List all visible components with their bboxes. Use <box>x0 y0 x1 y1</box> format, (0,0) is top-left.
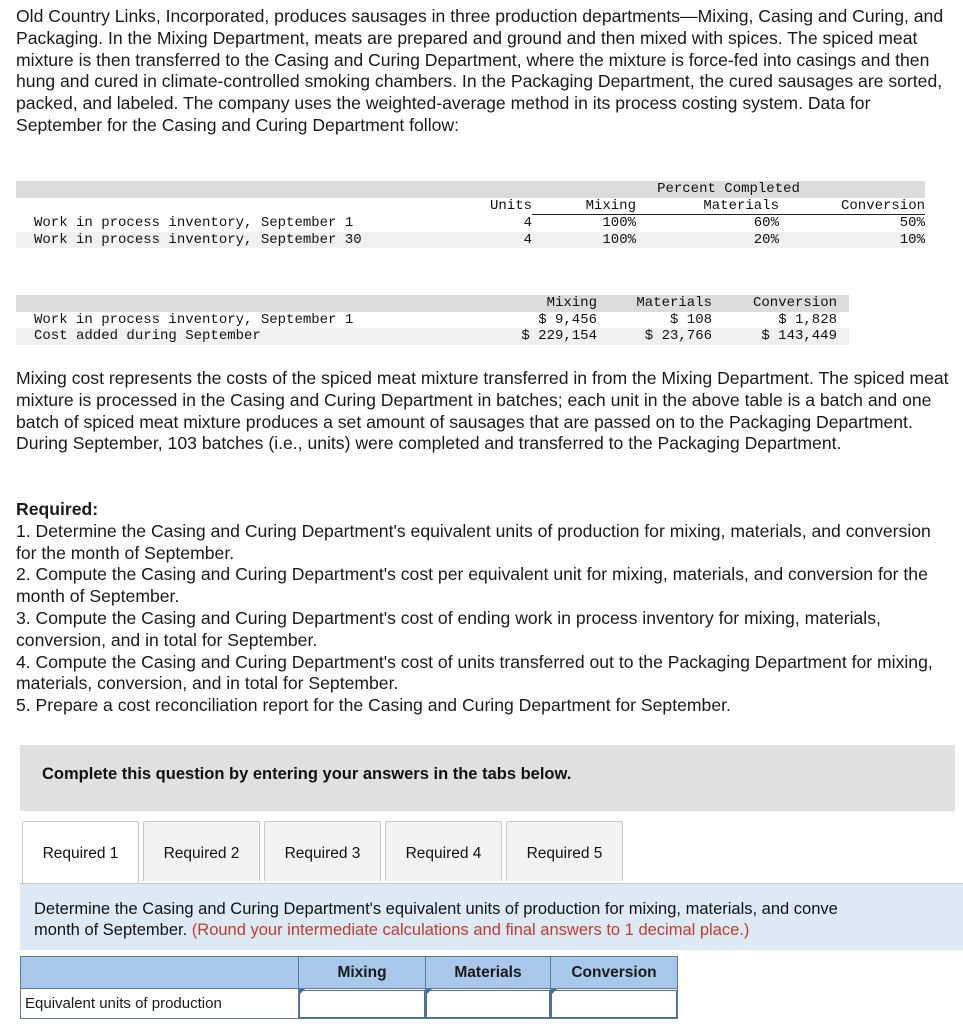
materials-header: Materials <box>609 295 724 312</box>
row-label: Work in process inventory, September 1 <box>16 312 496 329</box>
required-item: 2. Compute the Casing and Curing Department's cost per equivalent unit for mixing, materials, and conversion for the month of September. <box>16 564 928 607</box>
materials-header: Materials <box>636 198 779 215</box>
conversion-column-header: Conversion <box>551 957 678 989</box>
materials-cell <box>426 989 551 1019</box>
materials-equivalent-units-input[interactable] <box>426 990 550 1018</box>
materials-value: 20% <box>636 232 779 249</box>
required-item: 1. Determine the Casing and Curing Department's equivalent units of production for mixing, materials, and conversion for the month of September. <box>16 520 931 563</box>
instruction-line2: month of September. <box>34 920 188 939</box>
row-label: Work in process inventory, September 1 <box>16 215 446 232</box>
row-label: Cost added during September <box>16 328 496 345</box>
tab-instruction <box>34 899 963 940</box>
mixing-value: 100% <box>532 232 636 249</box>
row-label: Equivalent units of production <box>21 989 299 1019</box>
cost-table <box>16 295 849 345</box>
table-row <box>16 312 849 329</box>
conversion-value: $ 1,828 <box>724 312 849 329</box>
required-item: 3. Compute the Casing and Curing Department's cost of ending work in process inventory for mixing, materials, conversion, and in total for September. <box>16 607 881 650</box>
required-item: 4. Compute the Casing and Curing Department's cost of units transferred out to the Packaging Department for mixing, materials, conversion, and in total for September. <box>16 651 933 694</box>
problem-intro: Old Country Links, Incorporated, produces sausages in three production departments—Mixing, Casing and Curing, and Packaging. In the Mixing Department, meats are prepared and ground and then mixed with spices. The spiced meat mixture is then transferred to the Casing and Curing Department, where the mixture is force-fed into casings and then hung and cured in climate-controlled smoking chambers. In the Packaging Department, the cured sausages are sorted, packed, and labeled. The company uses the weighted-average method in its process costing system. Data for September for the Casing and Curing Department follow: <box>16 6 944 135</box>
conversion-value: $ 143,449 <box>724 328 849 345</box>
cell-marker-icon <box>551 989 557 995</box>
conversion-header: Conversion <box>724 295 849 312</box>
conversion-value: 10% <box>779 232 925 249</box>
tab-required-3[interactable]: Required 3 <box>264 821 381 881</box>
tab-required-2[interactable]: Required 2 <box>143 821 260 881</box>
mixing-value: 100% <box>532 215 636 232</box>
answer-table <box>20 956 678 1019</box>
mixing-equivalent-units-input[interactable] <box>299 990 425 1018</box>
row-label: Work in process inventory, September 30 <box>16 232 446 249</box>
rounding-note: (Round your intermediate calculations and final answers to 1 decimal place.) <box>191 920 750 939</box>
mixing-header: Mixing <box>532 198 636 215</box>
instructions-banner <box>20 745 955 811</box>
mixing-value: $ 229,154 <box>496 328 609 345</box>
table-row <box>16 328 849 345</box>
units-value: 4 <box>446 232 532 249</box>
completion-table <box>16 181 925 248</box>
required-heading: Required: <box>16 499 99 519</box>
instructions-text: Complete this question by entering your answers in the tabs below. <box>42 765 572 783</box>
materials-column-header: Materials <box>426 957 551 989</box>
mixing-header: Mixing <box>496 295 609 312</box>
units-header: Units <box>446 198 532 215</box>
mixing-cell <box>299 989 426 1019</box>
mixing-value: $ 9,456 <box>496 312 609 329</box>
conversion-cell <box>551 989 678 1019</box>
mixing-note: Mixing cost represents the costs of the spiced meat mixture transferred in from the Mixing Department. The spiced meat mixture is processed in the Casing and Curing Department in batches; each unit in the above table is a batch and one batch of spiced meat mixture produces a set amount of sausages that are passed on to the Packaging Department. During September, 103 batches (i.e., units) were completed and transferred to the Packaging Department. <box>16 368 949 454</box>
required-section <box>16 499 951 717</box>
materials-value: $ 108 <box>609 312 724 329</box>
tab-required-1[interactable]: Required 1 <box>22 821 139 883</box>
table-row <box>16 232 925 249</box>
cell-marker-icon <box>299 989 305 995</box>
required-item: 5. Prepare a cost reconciliation report for the Casing and Curing Department for September. <box>16 695 731 716</box>
conversion-value: 50% <box>779 215 925 232</box>
mixing-column-header: Mixing <box>299 957 426 989</box>
tab-panel <box>20 883 963 950</box>
percent-completed-header: Percent Completed <box>532 181 925 198</box>
table-row <box>21 989 678 1019</box>
cell-marker-icon <box>426 989 432 995</box>
tab-required-5[interactable]: Required 5 <box>506 821 623 881</box>
tab-required-4[interactable]: Required 4 <box>385 821 502 881</box>
materials-value: $ 23,766 <box>609 328 724 345</box>
units-value: 4 <box>446 215 532 232</box>
conversion-header: Conversion <box>779 198 925 215</box>
instruction-main: Determine the Casing and Curing Department's equivalent units of production for mixing, materials, and conve <box>34 900 838 918</box>
materials-value: 60% <box>636 215 779 232</box>
conversion-equivalent-units-input[interactable] <box>551 990 677 1018</box>
table-row <box>16 215 925 232</box>
